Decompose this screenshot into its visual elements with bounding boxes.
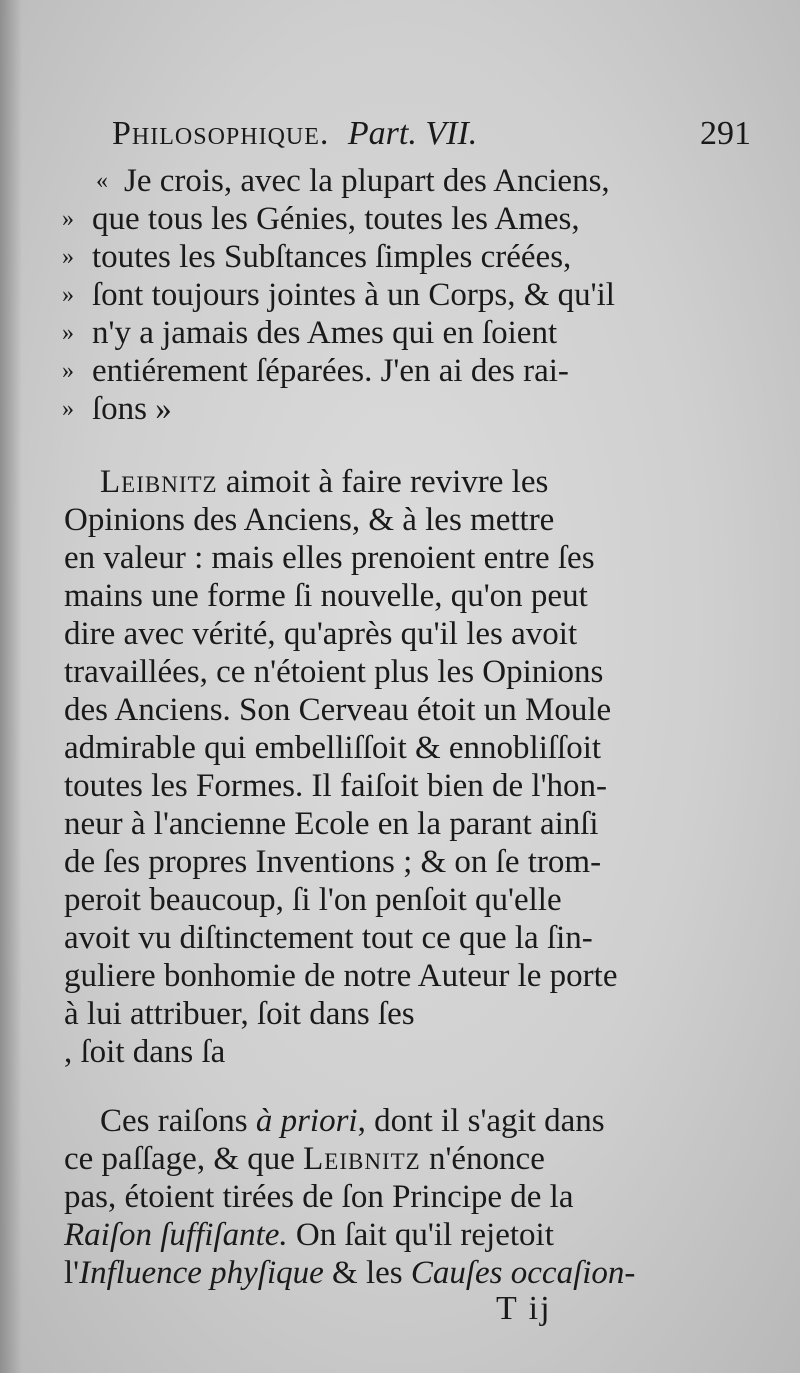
text-line: des Anciens. Son Cerveau étoit un Moule (64, 692, 612, 728)
text-line: en valeur : mais elles prenoient entre ſes (64, 540, 595, 576)
quote-mark: » (62, 282, 74, 308)
text-line: peroit beaucoup, ſi l'on penſoit qu'elle (64, 882, 562, 918)
page-number: 291 (700, 115, 751, 152)
text-line: ce paſſage, & que Leibnitz n'énonce (64, 1141, 545, 1177)
text-line: n'y a jamais des Ames qui en ſoient (92, 315, 558, 351)
text-line: neur à l'ancienne Ecole en la parant ainſi (64, 806, 599, 842)
text-line: entiérement ſéparées. J'en ai des rai- (92, 353, 569, 389)
signature-mark: T ij (496, 1290, 552, 1327)
text-line: de ſes propres Inventions ; & on ſe trom- (64, 844, 602, 880)
text-line: Leibnitz aimoit à faire revivre les (100, 464, 549, 500)
text-line: que tous les Génies, toutes les Ames, (92, 201, 580, 237)
text-line: pas, étoient tirées de ſon Principe de la (64, 1179, 574, 1215)
quote-mark: » (62, 320, 74, 346)
text-line: Je crois, avec la plupart des Anciens, (124, 163, 610, 199)
text-line: , ſoit dans ſa (64, 1034, 226, 1070)
page-gutter-shadow (0, 0, 22, 1373)
text-line: Ces raiſons à priori, dont il s'agit dans (100, 1103, 605, 1139)
text-line: toutes les Subſtances ſimples créées, (92, 239, 572, 275)
quote-mark: » (62, 206, 74, 232)
text-line: ſont toujours jointes à un Corps, & qu'il (92, 277, 615, 313)
running-head: Philosophique. (112, 115, 330, 152)
quote-mark: « (96, 168, 108, 194)
quote-mark: » (62, 358, 74, 384)
text-line: admirable qui embelliſſoit & ennobliſſoit (64, 730, 602, 766)
part-label: Part. VII. (347, 115, 478, 152)
text-line: ſons » (92, 391, 172, 427)
quote-mark: » (62, 244, 74, 270)
text-line: travaillées, ce n'étoient plus les Opinions (64, 654, 604, 690)
page-header (112, 112, 792, 156)
text-line: dire avec vérité, qu'après qu'il les avoit (64, 616, 578, 652)
text-line: Opinions des Anciens, & à les mettre (64, 502, 555, 538)
text-line: mains une forme ſi nouvelle, qu'on peut (64, 578, 588, 614)
quote-mark: » (62, 396, 74, 422)
text-line: guliere bonhomie de notre Auteur le porte (64, 958, 618, 994)
text-line: toutes les Formes. Il faiſoit bien de l'hon- (64, 768, 608, 804)
text-line: à lui attribuer, ſoit dans ſes (64, 996, 415, 1032)
text-line: Raiſon ſuffiſante. On ſait qu'il rejetoit (64, 1217, 554, 1253)
text-line: l'Influence phyſique & les Cauſes occaſion- (64, 1255, 636, 1291)
text-line: avoit vu diſtinctement tout ce que la ſin- (64, 920, 593, 956)
